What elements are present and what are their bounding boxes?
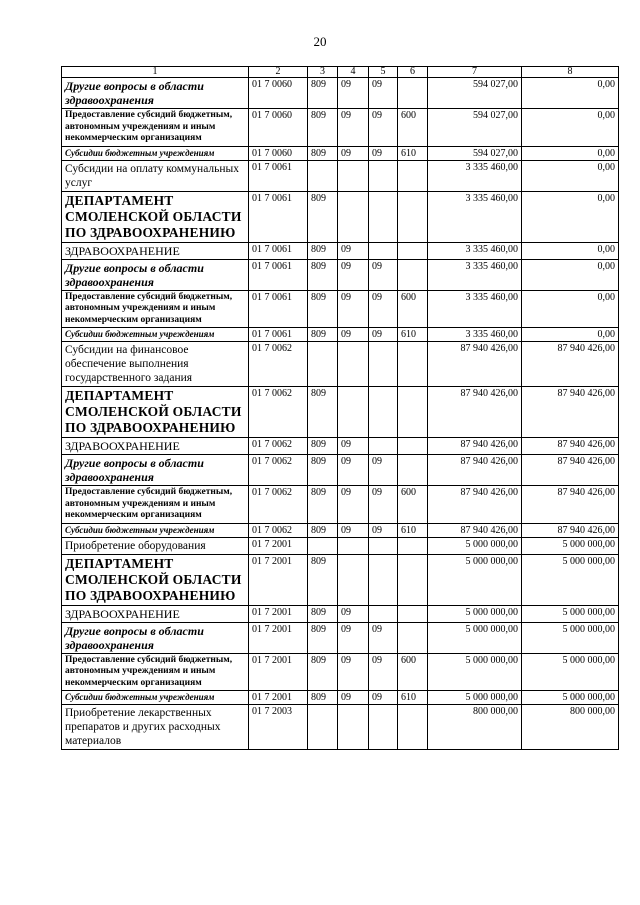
row-amount-2015-cell: 0,00 (522, 160, 619, 191)
row-subsection-cell: 09 (369, 328, 398, 342)
table-row (62, 622, 619, 653)
row-name-cell: ЗДРАВООХРАНЕНИЕ (62, 438, 249, 455)
table-row (62, 605, 619, 622)
row-code-cell: 01 7 0062 (249, 387, 308, 438)
table-row (62, 691, 619, 705)
row-amount-2015-cell: 87 940 426,00 (522, 523, 619, 537)
row-amount-2015-cell: 0,00 (522, 290, 619, 328)
row-subsection-cell (369, 705, 398, 750)
row-name-cell: Другие вопросы в области здравоохранения (62, 622, 249, 653)
row-ministry-cell: 809 (308, 259, 338, 290)
table-row (62, 455, 619, 486)
row-amount-2014-cell: 594 027,00 (428, 109, 522, 147)
table-row (62, 438, 619, 455)
row-name-cell: ДЕПАРТАМЕНТ СМОЛЕНСКОЙ ОБЛАСТИ ПО ЗДРАВООХРАНЕНИЮ (62, 387, 249, 438)
row-amount-2014-cell: 3 335 460,00 (428, 328, 522, 342)
row-subsection-cell: 09 (369, 109, 398, 147)
header-cell: 5 (369, 67, 398, 78)
table-row (62, 78, 619, 109)
row-ministry-cell: 809 (308, 191, 338, 242)
row-amount-2014-cell: 3 335 460,00 (428, 160, 522, 191)
row-section-cell: 09 (338, 653, 369, 691)
row-expense-type-cell (398, 705, 428, 750)
row-section-cell: 09 (338, 691, 369, 705)
row-code-cell: 01 7 2003 (249, 705, 308, 750)
row-code-cell: 01 7 0061 (249, 191, 308, 242)
row-subsection-cell: 09 (369, 691, 398, 705)
row-expense-type-cell (398, 78, 428, 109)
row-expense-type-cell: 610 (398, 691, 428, 705)
row-name-cell: Субсидии на финансовое обеспечение выполнения государственного задания (62, 342, 249, 387)
row-amount-2014-cell: 5 000 000,00 (428, 605, 522, 622)
table-row (62, 705, 619, 750)
table-row (62, 259, 619, 290)
row-subsection-cell: 09 (369, 523, 398, 537)
row-section-cell: 09 (338, 109, 369, 147)
row-code-cell: 01 7 0061 (249, 328, 308, 342)
row-ministry-cell: 809 (308, 653, 338, 691)
row-amount-2014-cell: 87 940 426,00 (428, 486, 522, 524)
row-subsection-cell: 09 (369, 622, 398, 653)
row-name-cell: ДЕПАРТАМЕНТ СМОЛЕНСКОЙ ОБЛАСТИ ПО ЗДРАВООХРАНЕНИЮ (62, 554, 249, 605)
row-expense-type-cell: 610 (398, 146, 428, 160)
table-row (62, 328, 619, 342)
row-ministry-cell: 809 (308, 109, 338, 147)
row-ministry-cell: 809 (308, 554, 338, 605)
row-code-cell: 01 7 0062 (249, 342, 308, 387)
row-amount-2014-cell: 87 940 426,00 (428, 523, 522, 537)
row-subsection-cell: 09 (369, 146, 398, 160)
budget-table (61, 66, 619, 750)
row-section-cell: 09 (338, 438, 369, 455)
row-section-cell (338, 537, 369, 554)
row-expense-type-cell: 610 (398, 328, 428, 342)
row-amount-2015-cell: 800 000,00 (522, 705, 619, 750)
row-code-cell: 01 7 0061 (249, 160, 308, 191)
row-amount-2015-cell: 0,00 (522, 78, 619, 109)
row-expense-type-cell (398, 259, 428, 290)
row-ministry-cell: 809 (308, 605, 338, 622)
row-name-cell: Предоставление субсидий бюджетным, автономным учреждениям и иным некоммерческим организациям (62, 653, 249, 691)
table-row (62, 290, 619, 328)
row-subsection-cell: 09 (369, 259, 398, 290)
row-amount-2014-cell: 5 000 000,00 (428, 537, 522, 554)
row-subsection-cell (369, 438, 398, 455)
row-amount-2015-cell: 0,00 (522, 146, 619, 160)
row-ministry-cell (308, 342, 338, 387)
page-number: 20 (313, 34, 327, 49)
row-section-cell: 09 (338, 486, 369, 524)
row-expense-type-cell (398, 191, 428, 242)
row-section-cell: 09 (338, 259, 369, 290)
header-cell: 7 (428, 67, 522, 78)
row-section-cell: 09 (338, 328, 369, 342)
row-expense-type-cell (398, 605, 428, 622)
row-section-cell: 09 (338, 146, 369, 160)
header-cell: 8 (522, 67, 619, 78)
row-expense-type-cell (398, 242, 428, 259)
row-ministry-cell: 809 (308, 387, 338, 438)
row-ministry-cell: 809 (308, 691, 338, 705)
row-code-cell: 01 7 2001 (249, 622, 308, 653)
row-code-cell: 01 7 2001 (249, 554, 308, 605)
row-amount-2014-cell: 3 335 460,00 (428, 259, 522, 290)
row-ministry-cell: 809 (308, 438, 338, 455)
table-row (62, 242, 619, 259)
row-amount-2014-cell: 3 335 460,00 (428, 290, 522, 328)
row-expense-type-cell (398, 622, 428, 653)
row-amount-2014-cell: 594 027,00 (428, 146, 522, 160)
row-name-cell: Предоставление субсидий бюджетным, автономным учреждениям и иным некоммерческим организациям (62, 109, 249, 147)
row-section-cell (338, 705, 369, 750)
row-amount-2015-cell: 87 940 426,00 (522, 342, 619, 387)
row-amount-2015-cell: 5 000 000,00 (522, 653, 619, 691)
row-subsection-cell: 09 (369, 653, 398, 691)
row-name-cell: ЗДРАВООХРАНЕНИЕ (62, 242, 249, 259)
row-subsection-cell: 09 (369, 78, 398, 109)
row-amount-2014-cell: 5 000 000,00 (428, 554, 522, 605)
row-code-cell: 01 7 0061 (249, 259, 308, 290)
table-row (62, 191, 619, 242)
row-subsection-cell: 09 (369, 455, 398, 486)
row-code-cell: 01 7 0062 (249, 523, 308, 537)
row-expense-type-cell: 610 (398, 523, 428, 537)
row-name-cell: Предоставление субсидий бюджетным, автономным учреждениям и иным некоммерческим организациям (62, 486, 249, 524)
row-amount-2015-cell: 5 000 000,00 (522, 691, 619, 705)
row-code-cell: 01 7 0061 (249, 242, 308, 259)
row-subsection-cell (369, 160, 398, 191)
row-amount-2015-cell: 87 940 426,00 (522, 438, 619, 455)
row-ministry-cell: 809 (308, 455, 338, 486)
header-cell: 6 (398, 67, 428, 78)
table-row (62, 653, 619, 691)
row-expense-type-cell (398, 438, 428, 455)
row-subsection-cell (369, 242, 398, 259)
row-expense-type-cell (398, 455, 428, 486)
row-expense-type-cell (398, 554, 428, 605)
row-subsection-cell (369, 605, 398, 622)
row-amount-2014-cell: 594 027,00 (428, 78, 522, 109)
row-name-cell: Предоставление субсидий бюджетным, автономным учреждениям и иным некоммерческим организациям (62, 290, 249, 328)
row-ministry-cell: 809 (308, 486, 338, 524)
row-name-cell: Другие вопросы в области здравоохранения (62, 259, 249, 290)
row-name-cell: Субсидии бюджетным учреждениям (62, 523, 249, 537)
row-section-cell (338, 160, 369, 191)
row-name-cell: Приобретение лекарственных препаратов и других расходных материалов (62, 705, 249, 750)
table-row (62, 109, 619, 147)
row-expense-type-cell: 600 (398, 109, 428, 147)
row-name-cell: Приобретение оборудования (62, 537, 249, 554)
row-name-cell: ЗДРАВООХРАНЕНИЕ (62, 605, 249, 622)
row-code-cell: 01 7 0062 (249, 486, 308, 524)
row-name-cell: Субсидии бюджетным учреждениям (62, 691, 249, 705)
row-code-cell: 01 7 2001 (249, 537, 308, 554)
row-section-cell (338, 191, 369, 242)
row-amount-2015-cell: 0,00 (522, 242, 619, 259)
row-amount-2014-cell: 87 940 426,00 (428, 342, 522, 387)
row-code-cell: 01 7 0060 (249, 109, 308, 147)
row-section-cell: 09 (338, 78, 369, 109)
row-section-cell: 09 (338, 290, 369, 328)
row-amount-2015-cell: 0,00 (522, 191, 619, 242)
row-section-cell: 09 (338, 455, 369, 486)
row-subsection-cell (369, 537, 398, 554)
row-section-cell (338, 342, 369, 387)
header-cell: 3 (308, 67, 338, 78)
header-cell: 1 (62, 67, 249, 78)
row-subsection-cell (369, 191, 398, 242)
row-section-cell: 09 (338, 622, 369, 653)
row-ministry-cell: 809 (308, 622, 338, 653)
row-subsection-cell: 09 (369, 486, 398, 524)
row-expense-type-cell: 600 (398, 486, 428, 524)
row-ministry-cell: 809 (308, 78, 338, 109)
row-amount-2015-cell: 5 000 000,00 (522, 537, 619, 554)
header-cell: 2 (249, 67, 308, 78)
row-code-cell: 01 7 0060 (249, 146, 308, 160)
row-expense-type-cell (398, 342, 428, 387)
row-amount-2014-cell: 87 940 426,00 (428, 387, 522, 438)
row-amount-2015-cell: 87 940 426,00 (522, 486, 619, 524)
table-row (62, 146, 619, 160)
row-subsection-cell: 09 (369, 290, 398, 328)
row-name-cell: Другие вопросы в области здравоохранения (62, 455, 249, 486)
row-code-cell: 01 7 0062 (249, 438, 308, 455)
row-amount-2015-cell: 87 940 426,00 (522, 455, 619, 486)
row-name-cell: Субсидии бюджетным учреждениям (62, 328, 249, 342)
row-expense-type-cell (398, 160, 428, 191)
table-row (62, 554, 619, 605)
row-amount-2015-cell: 5 000 000,00 (522, 622, 619, 653)
row-amount-2015-cell: 87 940 426,00 (522, 387, 619, 438)
row-code-cell: 01 7 0061 (249, 290, 308, 328)
row-section-cell: 09 (338, 605, 369, 622)
header-cell: 4 (338, 67, 369, 78)
row-name-cell: Субсидии бюджетным учреждениям (62, 146, 249, 160)
row-code-cell: 01 7 2001 (249, 605, 308, 622)
row-amount-2015-cell: 0,00 (522, 109, 619, 147)
table-row (62, 537, 619, 554)
row-expense-type-cell (398, 537, 428, 554)
row-name-cell: Другие вопросы в области здравоохранения (62, 78, 249, 109)
row-amount-2015-cell: 5 000 000,00 (522, 554, 619, 605)
row-subsection-cell (369, 387, 398, 438)
row-section-cell: 09 (338, 242, 369, 259)
row-ministry-cell (308, 705, 338, 750)
row-code-cell: 01 7 2001 (249, 653, 308, 691)
row-expense-type-cell (398, 387, 428, 438)
table-row (62, 342, 619, 387)
row-amount-2015-cell: 0,00 (522, 328, 619, 342)
row-amount-2015-cell: 0,00 (522, 259, 619, 290)
table-row (62, 160, 619, 191)
row-name-cell: ДЕПАРТАМЕНТ СМОЛЕНСКОЙ ОБЛАСТИ ПО ЗДРАВООХРАНЕНИЮ (62, 191, 249, 242)
row-amount-2014-cell: 5 000 000,00 (428, 691, 522, 705)
row-section-cell: 09 (338, 523, 369, 537)
table-row (62, 486, 619, 524)
row-expense-type-cell: 600 (398, 653, 428, 691)
row-ministry-cell (308, 537, 338, 554)
row-ministry-cell: 809 (308, 328, 338, 342)
row-amount-2015-cell: 5 000 000,00 (522, 605, 619, 622)
row-amount-2014-cell: 87 940 426,00 (428, 455, 522, 486)
row-amount-2014-cell: 87 940 426,00 (428, 438, 522, 455)
row-amount-2014-cell: 5 000 000,00 (428, 653, 522, 691)
row-ministry-cell: 809 (308, 523, 338, 537)
row-amount-2014-cell: 3 335 460,00 (428, 242, 522, 259)
row-code-cell: 01 7 0062 (249, 455, 308, 486)
row-subsection-cell (369, 554, 398, 605)
row-code-cell: 01 7 2001 (249, 691, 308, 705)
row-section-cell (338, 554, 369, 605)
row-ministry-cell (308, 160, 338, 191)
row-subsection-cell (369, 342, 398, 387)
table-row (62, 523, 619, 537)
table-row (62, 387, 619, 438)
row-ministry-cell: 809 (308, 290, 338, 328)
row-amount-2014-cell: 3 335 460,00 (428, 191, 522, 242)
row-code-cell: 01 7 0060 (249, 78, 308, 109)
row-amount-2014-cell: 800 000,00 (428, 705, 522, 750)
row-amount-2014-cell: 5 000 000,00 (428, 622, 522, 653)
row-section-cell (338, 387, 369, 438)
row-ministry-cell: 809 (308, 146, 338, 160)
row-ministry-cell: 809 (308, 242, 338, 259)
row-expense-type-cell: 600 (398, 290, 428, 328)
row-name-cell: Субсидии на оплату коммунальных услуг (62, 160, 249, 191)
table-header-row (62, 67, 619, 78)
